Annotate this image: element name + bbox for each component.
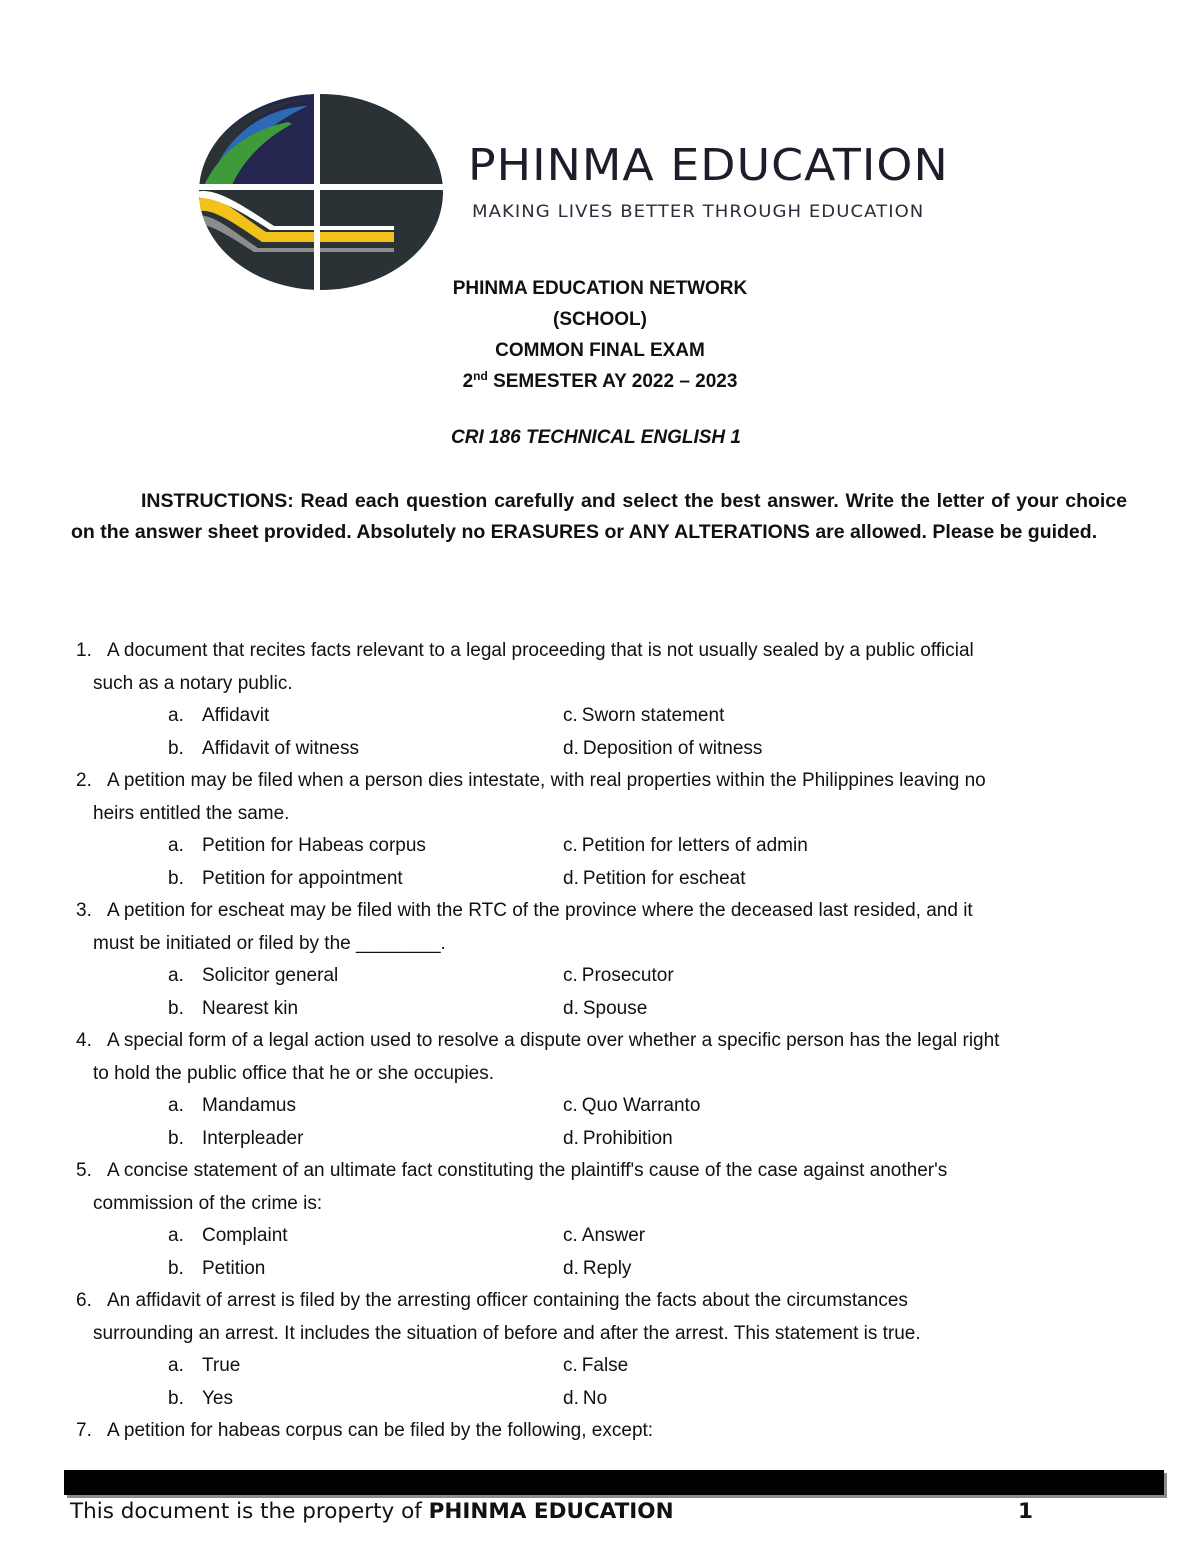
choice-text: Affidavit of witness [202,737,360,759]
choice-text: False [581,1355,629,1376]
option-row [71,733,1141,766]
question-text-line: heirs entitled the same. [93,802,290,824]
choice-text: Nearest kin [202,997,299,1019]
semester-ordinal: 2 [462,371,474,392]
choice-letter: a. [168,965,184,986]
exam-heading [0,273,1200,397]
question-text [93,635,1141,700]
choice-letter: d. [563,1257,579,1279]
choice-letter: b. [168,1127,184,1149]
brand-tagline: MAKING LIVES BETTER THROUGH EDUCATION [472,202,925,222]
option-row [71,1253,1141,1286]
option-row [71,830,1141,863]
choice-text: True [202,1355,241,1376]
exam-title: COMMON FINAL EXAM [495,340,705,361]
question-stem [71,635,1141,700]
footer-brand: PHINMA EDUCATION [428,1499,674,1524]
choice-c [563,960,674,993]
choice-c [563,1220,645,1253]
choice-text: No [582,1387,608,1409]
choice-text: Solicitor general [202,965,339,986]
choice-letter: c. [563,1355,578,1376]
choice-text: Petition for appointment [202,867,403,889]
choice-letter: a. [168,705,184,726]
question-item [71,635,1141,765]
choice-a [71,830,563,863]
semester-ordinal-suffix: nd [473,369,488,383]
footer-ownership-text [70,1499,674,1524]
phinma-logo-icon [196,92,446,292]
choice-letter: b. [168,1387,184,1409]
option-row [71,700,1141,733]
choice-b [71,1123,563,1156]
question-item [71,1415,1141,1448]
question-text-line: must be initiated or filed by the ________. [93,932,446,954]
choice-text: Yes [202,1387,233,1409]
choice-text: Petition for Habeas corpus [202,835,426,856]
choice-text: Petition for escheat [582,867,746,889]
question-list [71,635,1141,1448]
question-text-line: A petition may be filed when a person dies intestate, with real properties within the Philippines leaving no [107,770,986,791]
question-item [71,1155,1141,1285]
choice-b [71,1383,563,1416]
choice-d [563,1383,607,1416]
choice-b [71,863,563,896]
choice-text: Interpleader [202,1127,304,1149]
question-stem [71,1415,1141,1448]
choice-a [71,700,563,733]
choice-c [563,700,724,733]
question-text-line: such as a notary public. [93,672,293,694]
question-number: 7. [76,1420,92,1441]
footer-prefix: This document is the property of [70,1499,429,1524]
course-title: CRI 186 TECHNICAL ENGLISH 1 [451,427,741,448]
choice-a [71,1350,563,1383]
option-row [71,1123,1141,1156]
question-text [93,1155,1141,1220]
choice-text: Reply [582,1257,632,1279]
semester-text: SEMESTER AY 2022 – 2023 [487,371,738,392]
question-number: 5. [76,1160,92,1181]
choice-c [563,1090,700,1123]
choice-d [563,863,746,896]
choice-letter: a. [168,1095,184,1116]
choice-b [71,1253,563,1286]
choice-letter: d. [563,997,579,1019]
choice-a [71,1090,563,1123]
question-stem [71,1025,1141,1090]
option-row [71,1090,1141,1123]
brand-header [196,92,1026,292]
choice-text: Sworn statement [581,705,725,726]
instructions: INSTRUCTIONS: Read each question carefully and select the best answer. Write the letter of your choice on the answer sheet provided. Absolutely no ERASURES or ANY ALTERATIONS are allowed. Please be guided. [71,490,1127,543]
choice-text: Prosecutor [581,965,674,986]
question-stem [71,1285,1141,1350]
question-text-line: A petition for habeas corpus can be filed by the following, except: [107,1420,654,1441]
network-title: PHINMA EDUCATION NETWORK [452,278,748,299]
choice-letter: a. [168,1355,184,1376]
question-text-line: A petition for escheat may be filed with the RTC of the province where the deceased last resided, and it [107,900,973,921]
question-text-line: An affidavit of arrest is filed by the arresting officer containing the facts about the circumstances [107,1290,908,1311]
choice-letter: b. [168,1257,184,1279]
choice-d [563,733,762,766]
option-row [71,960,1141,993]
question-text [107,1415,1141,1448]
question-stem [71,1155,1141,1220]
choice-letter: d. [563,867,579,889]
choice-c [563,830,808,863]
choice-c [563,1350,628,1383]
page-number: 1 [1018,1499,1033,1524]
choice-d [563,1253,631,1286]
question-text-line: surrounding an arrest. It includes the situation of before and after the arrest. This statement is true. [93,1322,921,1344]
question-text-line: commission of the crime is: [93,1192,323,1214]
option-row [71,993,1141,1026]
choice-letter: d. [563,1387,579,1409]
choice-text: Spouse [582,997,648,1019]
choice-d [563,1123,673,1156]
choice-letter: b. [168,737,184,759]
question-item [71,895,1141,1025]
choice-letter: a. [168,835,184,856]
choice-a [71,1220,563,1253]
question-text [93,1025,1141,1090]
question-item [71,1025,1141,1155]
school-line: (SCHOOL) [553,309,647,330]
choice-b [71,993,563,1026]
brand-name: PHINMA EDUCATION [468,140,949,191]
choice-a [71,960,563,993]
question-number: 6. [76,1290,92,1311]
choice-letter: c. [563,1225,578,1246]
choice-text: Petition for letters of admin [581,835,808,856]
choice-letter: d. [563,1127,579,1149]
option-row [71,1350,1141,1383]
choice-letter: c. [563,965,578,986]
choice-d [563,993,647,1026]
question-item [71,1285,1141,1415]
question-item [71,765,1141,895]
question-stem [71,895,1141,960]
question-number: 3. [76,900,92,921]
option-row [71,1220,1141,1253]
question-text [93,1285,1141,1350]
question-stem [71,765,1141,830]
choice-letter: c. [563,1095,578,1116]
question-number: 2. [76,770,92,791]
option-row [71,863,1141,896]
option-row [71,1383,1141,1416]
choice-letter: b. [168,997,184,1019]
question-number: 1. [76,640,92,661]
choice-text: Deposition of witness [582,737,763,759]
question-text-line: A concise statement of an ultimate fact constituting the plaintiff's cause of the case against another's [107,1160,948,1181]
choice-text: Complaint [202,1225,288,1246]
choice-b [71,733,563,766]
choice-letter: c. [563,835,578,856]
question-text [93,895,1141,960]
choice-text: Quo Warranto [581,1095,701,1116]
choice-text: Answer [581,1225,646,1246]
question-text-line: A special form of a legal action used to resolve a dispute over whether a specific person has the legal right [107,1030,1000,1051]
choice-text: Mandamus [202,1095,296,1116]
choice-text: Affidavit [202,705,270,726]
choice-text: Petition [202,1257,266,1279]
choice-text: Prohibition [582,1127,673,1149]
footer-divider [64,1470,1164,1495]
semester-line [0,366,1200,397]
choice-letter: a. [168,1225,184,1246]
choice-letter: b. [168,867,184,889]
question-text-line: A document that recites facts relevant to a legal proceeding that is not usually sealed by a public official [107,640,974,661]
choice-letter: d. [563,737,579,759]
choice-letter: c. [563,705,578,726]
question-text-line: to hold the public office that he or she occupies. [93,1062,495,1084]
question-text [93,765,1141,830]
question-number: 4. [76,1030,92,1051]
